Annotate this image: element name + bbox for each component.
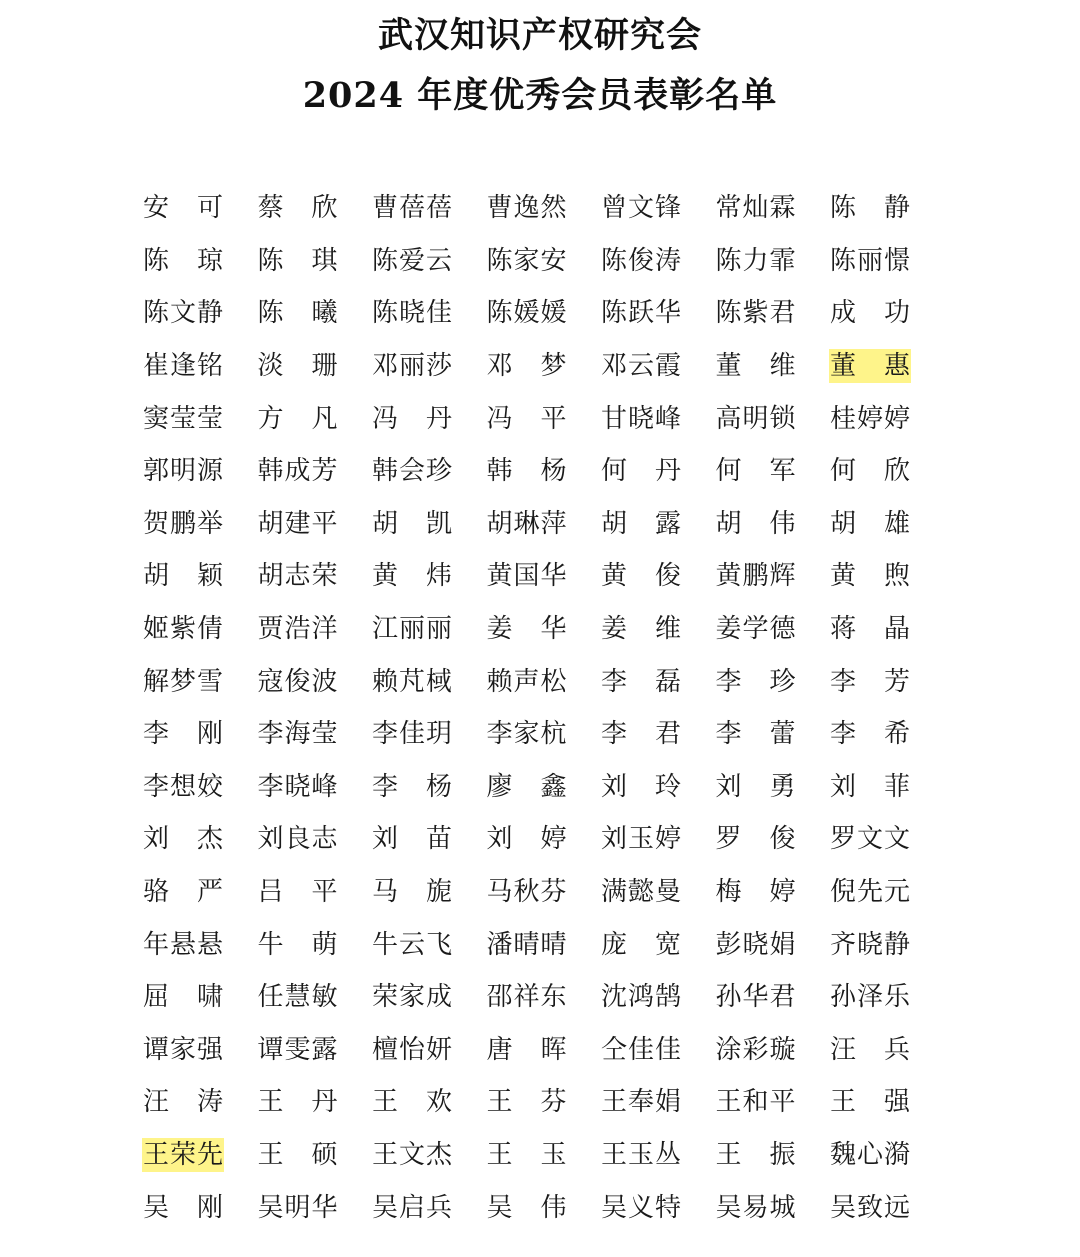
name-cell bbox=[142, 761, 257, 814]
name-cell bbox=[142, 392, 257, 445]
name-cell bbox=[257, 1181, 372, 1234]
name-cell bbox=[715, 182, 830, 235]
member-name: 韩 杨 bbox=[486, 456, 567, 487]
name-cell bbox=[486, 1181, 601, 1234]
member-name: 陈 紫 君 bbox=[715, 298, 796, 329]
member-name: 陈 力 霏 bbox=[715, 245, 796, 276]
name-cell bbox=[371, 1129, 486, 1182]
name-cell bbox=[829, 866, 944, 919]
name-cell bbox=[829, 813, 944, 866]
member-name: 赖 声 松 bbox=[486, 666, 567, 697]
name-cell bbox=[600, 340, 715, 393]
name-cell bbox=[142, 235, 257, 288]
member-name: 邓 丽 莎 bbox=[372, 351, 452, 382]
member-name: 屈 啸 bbox=[143, 982, 223, 1013]
member-name: 成 功 bbox=[830, 298, 910, 329]
member-name: 冯 丹 bbox=[372, 403, 452, 434]
name-cell bbox=[371, 392, 486, 445]
member-name: 胡 凯 bbox=[372, 508, 452, 539]
name-cell bbox=[257, 1129, 372, 1182]
member-name: 郭 明 源 bbox=[143, 456, 223, 487]
name-cell bbox=[142, 971, 257, 1024]
name-cell bbox=[715, 1181, 830, 1234]
member-name: 陈 文 静 bbox=[143, 298, 223, 329]
member-name: 王 丹 bbox=[257, 1087, 338, 1118]
name-cell bbox=[715, 1129, 830, 1182]
name-cell bbox=[371, 761, 486, 814]
member-name: 马 旎 bbox=[372, 877, 452, 908]
member-name: 吴 义 特 bbox=[601, 1192, 681, 1223]
name-cell bbox=[600, 761, 715, 814]
member-name: 彭 晓 娟 bbox=[715, 929, 796, 960]
member-name: 陈 媛 媛 bbox=[486, 298, 567, 329]
name-cell bbox=[371, 182, 486, 235]
name-cell bbox=[600, 445, 715, 498]
member-name: 胡 琳 萍 bbox=[486, 508, 567, 539]
member-name: 涂 彩 璇 bbox=[715, 1034, 796, 1065]
member-name: 齐 晓 静 bbox=[830, 929, 910, 960]
member-name: 曹 逸 然 bbox=[486, 193, 567, 224]
member-name: 胡 颖 bbox=[143, 561, 223, 592]
member-name: 仝 佳 佳 bbox=[601, 1034, 681, 1065]
member-name: 刘 良 志 bbox=[257, 824, 338, 855]
name-cell bbox=[371, 235, 486, 288]
name-cell bbox=[829, 182, 944, 235]
member-name: 高 明 锁 bbox=[715, 403, 796, 434]
name-cell bbox=[142, 1181, 257, 1234]
name-cell bbox=[715, 340, 830, 393]
member-name: 陈 爱 云 bbox=[372, 245, 452, 276]
member-name: 刘 杰 bbox=[143, 824, 223, 855]
member-name: 梅 婷 bbox=[715, 877, 796, 908]
member-name: 牛 云 飞 bbox=[372, 929, 452, 960]
member-name: 胡 露 bbox=[601, 508, 681, 539]
member-name: 李 想 姣 bbox=[143, 771, 223, 802]
name-cell bbox=[715, 918, 830, 971]
name-cell bbox=[715, 235, 830, 288]
member-name: 王 玉 bbox=[486, 1139, 567, 1170]
member-name: 李 佳 玥 bbox=[372, 719, 452, 750]
name-cell bbox=[829, 603, 944, 656]
member-name: 荣 家 成 bbox=[372, 982, 452, 1013]
member-name: 孙 泽 乐 bbox=[830, 982, 910, 1013]
member-name: 胡 建 平 bbox=[257, 508, 338, 539]
member-name: 蔡 欣 bbox=[257, 193, 338, 224]
name-cell bbox=[142, 1076, 257, 1129]
member-name: 蒋 晶 bbox=[830, 614, 910, 645]
document-title bbox=[0, 4, 1080, 124]
name-cell bbox=[600, 918, 715, 971]
member-name: 邓 云 霞 bbox=[601, 351, 681, 382]
name-cell bbox=[371, 971, 486, 1024]
name-cell bbox=[371, 1076, 486, 1129]
title-organization: 武汉知识产权研究会 bbox=[377, 15, 702, 56]
name-cell bbox=[829, 655, 944, 708]
name-cell bbox=[486, 971, 601, 1024]
member-name: 何 丹 bbox=[601, 456, 681, 487]
name-cell bbox=[715, 1076, 830, 1129]
name-cell bbox=[486, 708, 601, 761]
name-cell bbox=[257, 1076, 372, 1129]
member-name: 孙 华 君 bbox=[715, 982, 796, 1013]
member-name: 董 维 bbox=[715, 351, 796, 382]
name-cell bbox=[486, 1129, 601, 1182]
member-name: 黄 俊 bbox=[601, 561, 681, 592]
member-name: 王 硕 bbox=[257, 1139, 338, 1170]
name-cell bbox=[371, 445, 486, 498]
name-cell bbox=[715, 445, 830, 498]
name-cell bbox=[371, 550, 486, 603]
member-name: 吴 致 远 bbox=[830, 1192, 910, 1223]
name-cell bbox=[257, 498, 372, 551]
member-name: 年 悬 悬 bbox=[143, 929, 223, 960]
member-name: 陈 丽 憬 bbox=[830, 245, 910, 276]
member-name: 寇 俊 波 bbox=[257, 666, 338, 697]
name-cell bbox=[600, 1181, 715, 1234]
name-cell bbox=[486, 761, 601, 814]
name-cell bbox=[829, 971, 944, 1024]
member-name: 刘 勇 bbox=[715, 771, 796, 802]
name-cell bbox=[142, 550, 257, 603]
member-name: 任 慧 敏 bbox=[257, 982, 338, 1013]
name-cell bbox=[486, 392, 601, 445]
member-name: 黄 鹏 辉 bbox=[715, 561, 796, 592]
member-name: 常 灿 霖 bbox=[715, 193, 796, 224]
member-name: 李 芳 bbox=[830, 666, 910, 697]
name-cell bbox=[715, 761, 830, 814]
name-cell bbox=[486, 287, 601, 340]
name-cell bbox=[142, 918, 257, 971]
member-name: 王 芬 bbox=[486, 1087, 567, 1118]
name-cell bbox=[829, 708, 944, 761]
name-cell bbox=[486, 603, 601, 656]
name-cell bbox=[142, 813, 257, 866]
member-name: 桂 婷 婷 bbox=[830, 403, 910, 434]
member-name: 邵 祥 东 bbox=[486, 982, 567, 1013]
name-cell bbox=[600, 392, 715, 445]
member-name: 汪 涛 bbox=[143, 1087, 223, 1118]
name-cell bbox=[486, 866, 601, 919]
name-cell bbox=[257, 340, 372, 393]
member-name: 檀 怡 妍 bbox=[372, 1034, 452, 1065]
name-cell bbox=[486, 813, 601, 866]
member-name: 魏 心 漪 bbox=[830, 1139, 910, 1170]
name-cell bbox=[371, 340, 486, 393]
member-name: 陈 跃 华 bbox=[601, 298, 681, 329]
name-cell bbox=[486, 340, 601, 393]
name-cell bbox=[371, 1024, 486, 1077]
member-name: 刘 玉 婷 bbox=[601, 824, 681, 855]
member-name: 黄 国 华 bbox=[486, 561, 567, 592]
name-cell bbox=[600, 708, 715, 761]
member-name: 李 家 杭 bbox=[486, 719, 567, 750]
member-name: 曾 文 锋 bbox=[601, 193, 681, 224]
name-cell bbox=[715, 866, 830, 919]
member-name: 牛 萌 bbox=[257, 929, 338, 960]
member-name: 吕 平 bbox=[257, 877, 338, 908]
name-cell bbox=[715, 603, 830, 656]
name-cell bbox=[486, 445, 601, 498]
member-name: 李 杨 bbox=[372, 771, 452, 802]
name-cell bbox=[829, 445, 944, 498]
name-cell bbox=[257, 708, 372, 761]
member-name: 曹 蓓 蓓 bbox=[372, 193, 452, 224]
member-name: 罗 文 文 bbox=[830, 824, 910, 855]
name-cell bbox=[829, 392, 944, 445]
member-name: 罗 俊 bbox=[715, 824, 796, 855]
member-name: 吴 伟 bbox=[486, 1192, 567, 1223]
member-name: 沈 鸿 鹄 bbox=[601, 982, 681, 1013]
member-name: 陈 琼 bbox=[143, 245, 223, 276]
member-name: 王 奉 娟 bbox=[601, 1087, 681, 1118]
name-cell bbox=[829, 235, 944, 288]
name-cell bbox=[715, 813, 830, 866]
name-cell bbox=[257, 235, 372, 288]
name-cell bbox=[257, 761, 372, 814]
name-cell bbox=[371, 708, 486, 761]
member-name: 马 秋 芬 bbox=[486, 877, 567, 908]
name-cell bbox=[715, 550, 830, 603]
member-name: 姜 维 bbox=[601, 614, 681, 645]
member-name: 王 欢 bbox=[372, 1087, 452, 1118]
name-cell bbox=[486, 182, 601, 235]
member-name: 王 和 平 bbox=[715, 1087, 796, 1118]
member-name: 王 玉 丛 bbox=[601, 1139, 681, 1170]
name-cell bbox=[371, 918, 486, 971]
member-name: 窦 莹 莹 bbox=[143, 403, 223, 434]
name-cell bbox=[371, 866, 486, 919]
name-list-grid bbox=[142, 182, 942, 1234]
member-name: 胡 志 荣 bbox=[257, 561, 338, 592]
name-cell bbox=[715, 1024, 830, 1077]
name-cell bbox=[600, 182, 715, 235]
member-name: 崔 逢 铭 bbox=[143, 351, 223, 382]
member-name: 陈 静 bbox=[830, 193, 910, 224]
member-name: 陈 俊 涛 bbox=[601, 245, 681, 276]
member-name: 甘 晓 峰 bbox=[601, 403, 681, 434]
member-name: 李 珍 bbox=[715, 666, 796, 697]
name-cell bbox=[142, 340, 257, 393]
member-name: 黄 煦 bbox=[830, 561, 910, 592]
member-name: 李 晓 峰 bbox=[257, 771, 338, 802]
member-name: 李 希 bbox=[830, 719, 910, 750]
name-cell bbox=[142, 708, 257, 761]
name-cell bbox=[829, 1181, 944, 1234]
name-cell bbox=[142, 498, 257, 551]
name-cell bbox=[371, 603, 486, 656]
name-cell bbox=[142, 655, 257, 708]
name-cell bbox=[486, 1024, 601, 1077]
member-name: 王 强 bbox=[830, 1087, 910, 1118]
member-name: 骆 严 bbox=[143, 877, 223, 908]
name-cell bbox=[371, 287, 486, 340]
name-cell bbox=[600, 655, 715, 708]
name-cell bbox=[142, 1024, 257, 1077]
member-name: 汪 兵 bbox=[830, 1034, 910, 1065]
member-name: 方 凡 bbox=[257, 403, 338, 434]
name-cell bbox=[257, 1024, 372, 1077]
name-cell bbox=[257, 971, 372, 1024]
name-cell bbox=[486, 235, 601, 288]
member-name: 邓 梦 bbox=[486, 351, 567, 382]
member-name: 韩 成 芳 bbox=[257, 456, 338, 487]
name-cell bbox=[600, 1024, 715, 1077]
name-cell bbox=[829, 287, 944, 340]
member-name: 淡 珊 bbox=[257, 351, 338, 382]
name-cell bbox=[715, 971, 830, 1024]
name-cell bbox=[486, 918, 601, 971]
name-cell bbox=[715, 287, 830, 340]
name-cell bbox=[829, 550, 944, 603]
member-name: 刘 玲 bbox=[601, 771, 681, 802]
member-name: 谭 雯 露 bbox=[257, 1034, 338, 1065]
name-cell bbox=[829, 1024, 944, 1077]
name-cell bbox=[257, 655, 372, 708]
member-name: 唐 晖 bbox=[486, 1034, 567, 1065]
name-cell bbox=[829, 340, 944, 393]
member-name: 陈 家 安 bbox=[486, 245, 567, 276]
member-name: 李 君 bbox=[601, 719, 681, 750]
name-cell bbox=[829, 1076, 944, 1129]
name-cell bbox=[371, 1181, 486, 1234]
member-name: 陈 晓 佳 bbox=[372, 298, 452, 329]
member-name: 陈 琪 bbox=[257, 245, 338, 276]
name-cell bbox=[600, 287, 715, 340]
member-name: 冯 平 bbox=[486, 403, 567, 434]
member-name: 江 丽 丽 bbox=[372, 614, 452, 645]
name-cell bbox=[600, 498, 715, 551]
name-cell bbox=[600, 550, 715, 603]
member-name: 赖 芃 棫 bbox=[372, 666, 452, 697]
member-name: 韩 会 珍 bbox=[372, 456, 452, 487]
name-cell bbox=[715, 392, 830, 445]
name-cell bbox=[142, 1129, 257, 1182]
member-name: 刘 菲 bbox=[830, 771, 910, 802]
member-name: 满 懿 曼 bbox=[601, 877, 681, 908]
member-name: 刘 苗 bbox=[372, 824, 452, 855]
name-cell bbox=[371, 655, 486, 708]
member-name: 谭 家 强 bbox=[143, 1034, 223, 1065]
member-name: 胡 伟 bbox=[715, 508, 796, 539]
member-name: 李 磊 bbox=[601, 666, 681, 697]
member-name: 潘 晴 晴 bbox=[486, 929, 567, 960]
name-cell bbox=[142, 603, 257, 656]
name-cell bbox=[486, 550, 601, 603]
name-cell bbox=[257, 287, 372, 340]
member-name: 何 军 bbox=[715, 456, 796, 487]
name-cell bbox=[257, 603, 372, 656]
highlighted-member-name: 董 惠 bbox=[830, 351, 910, 382]
name-cell bbox=[257, 392, 372, 445]
name-cell bbox=[142, 866, 257, 919]
name-cell bbox=[486, 498, 601, 551]
member-name: 何 欣 bbox=[830, 456, 910, 487]
name-cell bbox=[142, 445, 257, 498]
name-cell bbox=[715, 708, 830, 761]
name-cell bbox=[257, 550, 372, 603]
member-name: 李 海 莹 bbox=[257, 719, 338, 750]
name-cell bbox=[371, 813, 486, 866]
member-name: 廖 鑫 bbox=[486, 771, 567, 802]
title-award-list: 2024 年度优秀会员表彰名单 bbox=[302, 75, 778, 116]
member-name: 庞 宽 bbox=[601, 929, 681, 960]
name-cell bbox=[829, 498, 944, 551]
name-cell bbox=[142, 287, 257, 340]
name-cell bbox=[715, 498, 830, 551]
member-name: 吴 刚 bbox=[143, 1192, 223, 1223]
member-name: 解 梦 雪 bbox=[143, 666, 223, 697]
name-cell bbox=[600, 235, 715, 288]
member-name: 贾 浩 洋 bbox=[257, 614, 338, 645]
name-cell bbox=[257, 182, 372, 235]
name-cell bbox=[829, 1129, 944, 1182]
name-cell bbox=[257, 918, 372, 971]
name-cell bbox=[715, 655, 830, 708]
name-cell bbox=[257, 445, 372, 498]
name-cell bbox=[829, 761, 944, 814]
name-cell bbox=[829, 918, 944, 971]
name-cell bbox=[486, 1076, 601, 1129]
name-cell bbox=[600, 813, 715, 866]
highlighted-member-name: 王 荣 先 bbox=[143, 1139, 223, 1170]
member-name: 黄 炜 bbox=[372, 561, 452, 592]
name-cell bbox=[257, 866, 372, 919]
member-name: 吴 启 兵 bbox=[372, 1192, 452, 1223]
member-name: 李 刚 bbox=[143, 719, 223, 750]
name-cell bbox=[486, 655, 601, 708]
name-cell bbox=[600, 971, 715, 1024]
name-cell bbox=[600, 603, 715, 656]
member-name: 刘 婷 bbox=[486, 824, 567, 855]
member-name: 陈 曦 bbox=[257, 298, 338, 329]
member-name: 胡 雄 bbox=[830, 508, 910, 539]
member-name: 王 振 bbox=[715, 1139, 796, 1170]
member-name: 倪 先 元 bbox=[830, 877, 910, 908]
member-name: 吴 易 城 bbox=[715, 1192, 796, 1223]
name-cell bbox=[257, 813, 372, 866]
member-name: 吴 明 华 bbox=[257, 1192, 338, 1223]
member-name: 姬 紫 倩 bbox=[143, 614, 223, 645]
name-cell bbox=[142, 182, 257, 235]
member-name: 贺 鹏 举 bbox=[143, 508, 223, 539]
name-cell bbox=[600, 1129, 715, 1182]
member-name: 姜 学 德 bbox=[715, 614, 796, 645]
member-name: 安 可 bbox=[143, 193, 223, 224]
member-name: 姜 华 bbox=[486, 614, 567, 645]
name-cell bbox=[371, 498, 486, 551]
name-cell bbox=[600, 1076, 715, 1129]
member-name: 李 蕾 bbox=[715, 719, 796, 750]
member-name: 王 文 杰 bbox=[372, 1139, 452, 1170]
name-cell bbox=[600, 866, 715, 919]
